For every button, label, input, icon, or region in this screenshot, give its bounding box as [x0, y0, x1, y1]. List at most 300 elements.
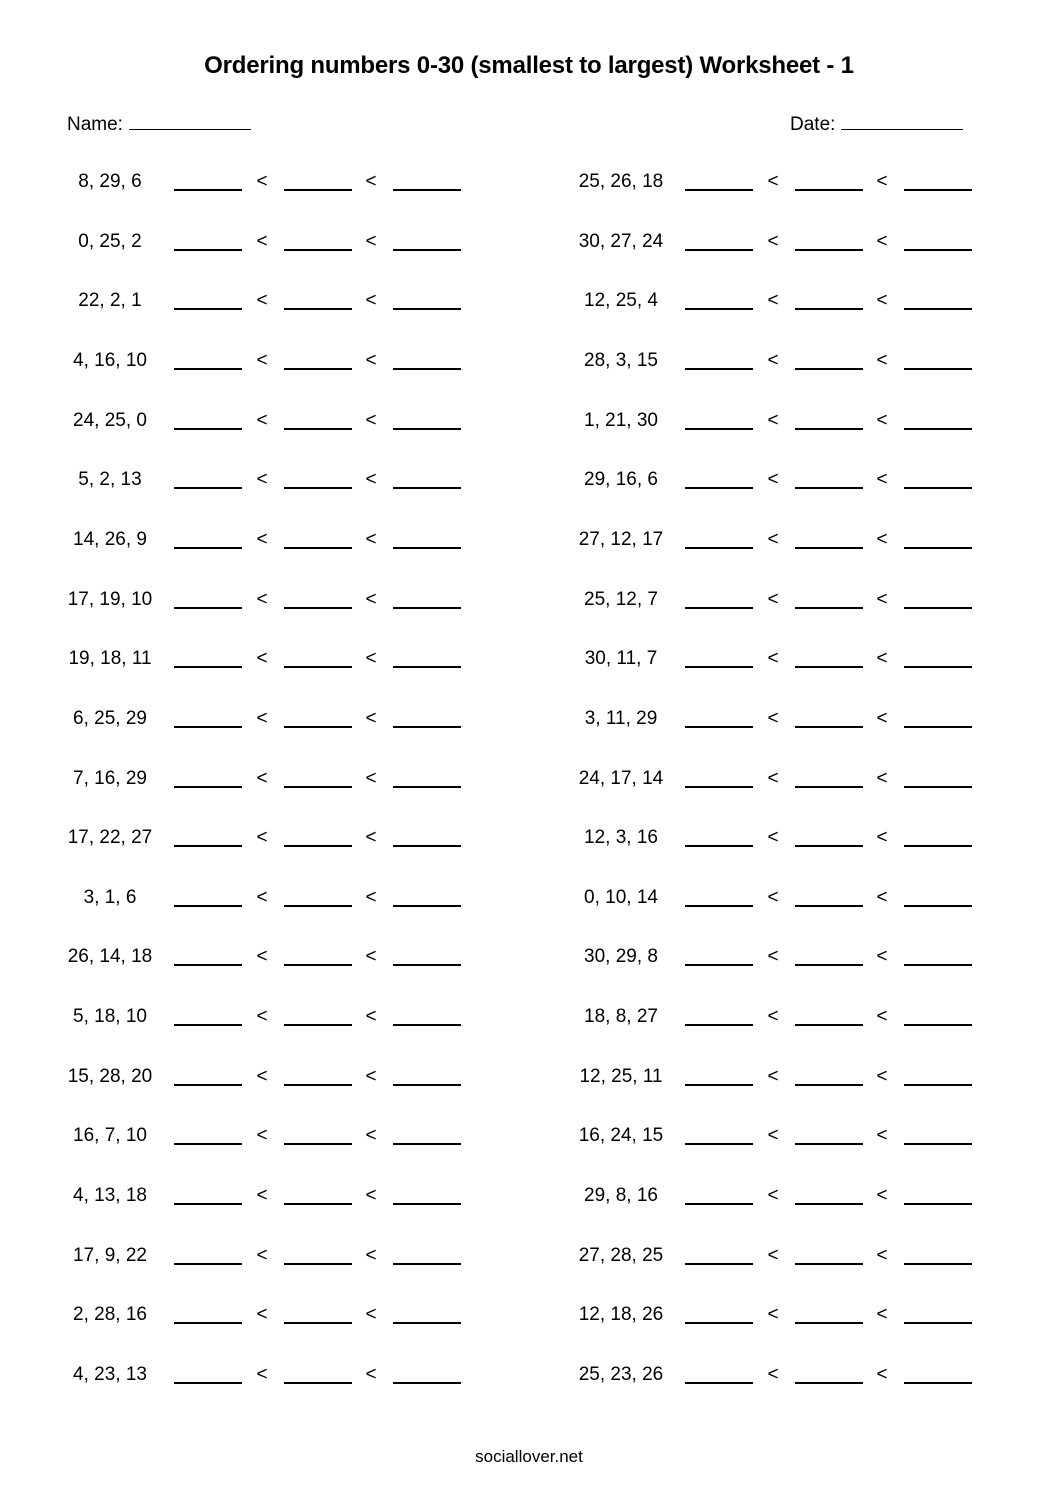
answer-blank-1[interactable] — [685, 666, 753, 668]
answer-blank-3[interactable] — [904, 845, 972, 847]
answer-blank-1[interactable] — [174, 368, 242, 370]
less-than-symbol: < — [256, 1185, 268, 1207]
answer-blank-1[interactable] — [174, 905, 242, 907]
problem-row — [0, 767, 520, 797]
problem-numbers: 4, 13, 18 — [73, 1185, 147, 1207]
answer-blank-3[interactable] — [393, 487, 461, 489]
problem-row — [0, 1124, 520, 1154]
less-than-symbol: < — [767, 1244, 779, 1266]
answer-blank-1[interactable] — [174, 666, 242, 668]
problem-numbers: 19, 18, 11 — [68, 648, 152, 670]
less-than-symbol: < — [876, 707, 888, 729]
answer-blank-2[interactable] — [795, 1322, 863, 1324]
date-field — [790, 113, 963, 136]
less-than-symbol: < — [256, 946, 268, 968]
answer-blank-3[interactable] — [393, 726, 461, 728]
less-than-symbol: < — [876, 827, 888, 849]
less-than-symbol: < — [256, 886, 268, 908]
answer-blank-3[interactable] — [904, 1024, 972, 1026]
answer-blank-1[interactable] — [174, 845, 242, 847]
problem-row — [0, 349, 520, 379]
answer-blank-2[interactable] — [795, 487, 863, 489]
problem-row — [511, 647, 1031, 677]
answer-blank-3[interactable] — [393, 1143, 461, 1145]
problem-row — [0, 647, 520, 677]
less-than-symbol: < — [767, 230, 779, 252]
answer-blank-1[interactable] — [685, 1322, 753, 1324]
problem-row — [0, 409, 520, 439]
answer-blank-2[interactable] — [795, 786, 863, 788]
answer-blank-3[interactable] — [393, 1382, 461, 1384]
answer-blank-2[interactable] — [284, 308, 352, 310]
less-than-symbol: < — [767, 886, 779, 908]
less-than-symbol: < — [876, 230, 888, 252]
answer-blank-3[interactable] — [393, 607, 461, 609]
answer-blank-3[interactable] — [393, 666, 461, 668]
less-than-symbol: < — [365, 230, 377, 252]
problem-numbers: 29, 8, 16 — [584, 1185, 658, 1207]
less-than-symbol: < — [365, 588, 377, 610]
less-than-symbol: < — [767, 827, 779, 849]
answer-blank-2[interactable] — [284, 368, 352, 370]
worksheet-title: Ordering numbers 0-30 (smallest to largest) Worksheet - 1 — [204, 52, 854, 79]
less-than-symbol: < — [876, 469, 888, 491]
answer-blank-2[interactable] — [284, 1084, 352, 1086]
problem-numbers: 4, 16, 10 — [73, 349, 147, 371]
problem-row — [511, 1065, 1031, 1095]
problem-row — [0, 886, 520, 916]
problem-row — [511, 826, 1031, 856]
problem-row — [511, 1005, 1031, 1035]
less-than-symbol: < — [876, 1125, 888, 1147]
problem-numbers: 25, 23, 26 — [578, 1364, 664, 1385]
less-than-symbol: < — [876, 1006, 888, 1028]
answer-blank-2[interactable] — [795, 1203, 863, 1205]
less-than-symbol: < — [767, 1304, 779, 1326]
answer-blank-2[interactable] — [795, 1024, 863, 1026]
answer-blank-2[interactable] — [795, 189, 863, 191]
problem-numbers: 0, 25, 2 — [78, 230, 142, 252]
answer-blank-1[interactable] — [685, 1263, 753, 1265]
less-than-symbol: < — [767, 588, 779, 610]
answer-blank-1[interactable] — [685, 845, 753, 847]
less-than-symbol: < — [876, 1065, 888, 1087]
less-than-symbol: < — [365, 349, 377, 371]
answer-blank-3[interactable] — [904, 607, 972, 609]
date-label: Date: — [790, 114, 836, 135]
problem-row — [0, 588, 520, 618]
footer-site: sociallover.net — [475, 1447, 583, 1466]
answer-blank-3[interactable] — [904, 905, 972, 907]
problem-numbers: 16, 24, 15 — [578, 1125, 664, 1147]
answer-blank-2[interactable] — [284, 1263, 352, 1265]
problem-numbers: 17, 22, 27 — [67, 827, 153, 849]
problem-row — [511, 1184, 1031, 1214]
problem-row — [0, 1303, 520, 1333]
answer-blank-2[interactable] — [795, 368, 863, 370]
answer-blank-1[interactable] — [174, 1084, 242, 1086]
answer-blank-2[interactable] — [795, 964, 863, 966]
problem-row — [511, 1363, 1031, 1393]
answer-blank-2[interactable] — [795, 1382, 863, 1384]
problem-row — [511, 886, 1031, 916]
less-than-symbol: < — [365, 1304, 377, 1326]
less-than-symbol: < — [365, 1006, 377, 1028]
answer-blank-2[interactable] — [284, 249, 352, 251]
less-than-symbol: < — [876, 1185, 888, 1207]
answer-blank-3[interactable] — [393, 786, 461, 788]
problem-row — [511, 945, 1031, 975]
answer-blank-3[interactable] — [904, 1084, 972, 1086]
answer-blank-3[interactable] — [904, 487, 972, 489]
answer-blank-2[interactable] — [284, 189, 352, 191]
problem-numbers: 27, 12, 17 — [578, 528, 664, 550]
problem-numbers: 1, 21, 30 — [584, 409, 658, 431]
problem-numbers: 15, 28, 20 — [67, 1065, 153, 1087]
answer-blank-2[interactable] — [284, 547, 352, 549]
problem-numbers: 24, 25, 0 — [73, 409, 147, 431]
date-blank[interactable] — [841, 113, 963, 130]
problem-numbers: 3, 11, 29 — [584, 707, 658, 729]
problem-numbers: 25, 26, 18 — [578, 171, 664, 192]
answer-blank-1[interactable] — [685, 1382, 753, 1384]
answer-blank-3[interactable] — [393, 428, 461, 430]
problem-row — [0, 1244, 520, 1274]
answer-blank-2[interactable] — [284, 905, 352, 907]
answer-blank-3[interactable] — [904, 189, 972, 191]
answer-blank-3[interactable] — [904, 1382, 972, 1384]
problem-numbers: 24, 17, 14 — [578, 767, 664, 789]
less-than-symbol: < — [256, 409, 268, 431]
less-than-symbol: < — [767, 946, 779, 968]
answer-blank-1[interactable] — [174, 1143, 242, 1145]
less-than-symbol: < — [365, 886, 377, 908]
answer-blank-1[interactable] — [174, 726, 242, 728]
less-than-symbol: < — [767, 349, 779, 371]
less-than-symbol: < — [767, 648, 779, 670]
less-than-symbol: < — [365, 767, 377, 789]
answer-blank-3[interactable] — [393, 1322, 461, 1324]
less-than-symbol: < — [256, 1244, 268, 1266]
less-than-symbol: < — [365, 946, 377, 968]
answer-blank-2[interactable] — [795, 845, 863, 847]
less-than-symbol: < — [256, 1065, 268, 1087]
less-than-symbol: < — [256, 1125, 268, 1147]
less-than-symbol: < — [876, 1244, 888, 1266]
answer-blank-3[interactable] — [904, 666, 972, 668]
problem-row — [0, 1065, 520, 1095]
answer-blank-1[interactable] — [174, 1203, 242, 1205]
problem-numbers: 4, 23, 13 — [73, 1364, 147, 1385]
answer-blank-2[interactable] — [795, 308, 863, 310]
less-than-symbol: < — [876, 767, 888, 789]
answer-blank-1[interactable] — [174, 607, 242, 609]
answer-blank-3[interactable] — [393, 368, 461, 370]
problem-numbers: 8, 29, 6 — [78, 171, 142, 192]
less-than-symbol: < — [876, 171, 888, 192]
problem-row — [0, 170, 520, 200]
answer-blank-3[interactable] — [393, 1024, 461, 1026]
answer-blank-3[interactable] — [393, 308, 461, 310]
problem-numbers: 12, 3, 16 — [584, 827, 658, 849]
answer-blank-3[interactable] — [904, 1143, 972, 1145]
answer-blank-2[interactable] — [284, 428, 352, 430]
problem-numbers: 16, 7, 10 — [73, 1125, 147, 1147]
less-than-symbol: < — [256, 827, 268, 849]
problem-numbers: 12, 25, 11 — [579, 1065, 663, 1087]
answer-blank-1[interactable] — [685, 1084, 753, 1086]
answer-blank-3[interactable] — [904, 308, 972, 310]
name-field — [67, 113, 251, 136]
answer-blank-2[interactable] — [795, 249, 863, 251]
less-than-symbol: < — [876, 588, 888, 610]
answer-blank-3[interactable] — [904, 428, 972, 430]
problem-numbers: 30, 29, 8 — [584, 946, 658, 968]
answer-blank-1[interactable] — [174, 1322, 242, 1324]
answer-blank-2[interactable] — [795, 1143, 863, 1145]
problem-numbers: 12, 25, 4 — [584, 290, 658, 312]
less-than-symbol: < — [767, 1364, 779, 1385]
less-than-symbol: < — [876, 528, 888, 550]
answer-blank-1[interactable] — [685, 249, 753, 251]
answer-blank-2[interactable] — [284, 1322, 352, 1324]
problem-row — [0, 707, 520, 737]
problem-row — [511, 528, 1031, 558]
less-than-symbol: < — [876, 349, 888, 371]
answer-blank-2[interactable] — [795, 666, 863, 668]
problem-row — [511, 409, 1031, 439]
answer-blank-3[interactable] — [904, 726, 972, 728]
answer-blank-3[interactable] — [904, 249, 972, 251]
answer-blank-2[interactable] — [284, 1203, 352, 1205]
problem-numbers: 26, 14, 18 — [67, 946, 153, 968]
answer-blank-2[interactable] — [284, 964, 352, 966]
answer-blank-1[interactable] — [685, 1203, 753, 1205]
problem-numbers: 27, 28, 25 — [578, 1244, 664, 1266]
less-than-symbol: < — [365, 409, 377, 431]
less-than-symbol: < — [365, 528, 377, 550]
problem-row — [511, 230, 1031, 260]
problem-row — [511, 767, 1031, 797]
problem-row — [511, 1244, 1031, 1274]
problem-numbers: 0, 10, 14 — [584, 886, 658, 908]
answer-blank-3[interactable] — [393, 964, 461, 966]
less-than-symbol: < — [767, 469, 779, 491]
less-than-symbol: < — [256, 528, 268, 550]
problem-row — [511, 468, 1031, 498]
answer-blank-2[interactable] — [284, 845, 352, 847]
problem-numbers: 29, 16, 6 — [584, 469, 658, 491]
answer-blank-1[interactable] — [685, 368, 753, 370]
less-than-symbol: < — [876, 290, 888, 312]
answer-blank-3[interactable] — [904, 1263, 972, 1265]
answer-blank-1[interactable] — [685, 547, 753, 549]
less-than-symbol: < — [876, 1304, 888, 1326]
less-than-symbol: < — [256, 230, 268, 252]
less-than-symbol: < — [365, 1125, 377, 1147]
less-than-symbol: < — [767, 1006, 779, 1028]
problem-row — [0, 1005, 520, 1035]
less-than-symbol: < — [365, 1065, 377, 1087]
less-than-symbol: < — [876, 409, 888, 431]
less-than-symbol: < — [767, 1185, 779, 1207]
less-than-symbol: < — [365, 1244, 377, 1266]
answer-blank-3[interactable] — [393, 905, 461, 907]
answer-blank-3[interactable] — [904, 547, 972, 549]
answer-blank-2[interactable] — [284, 487, 352, 489]
answer-blank-1[interactable] — [174, 1263, 242, 1265]
answer-blank-3[interactable] — [904, 368, 972, 370]
less-than-symbol: < — [256, 1304, 268, 1326]
answer-blank-2[interactable] — [284, 786, 352, 788]
less-than-symbol: < — [767, 528, 779, 550]
problem-row — [0, 1184, 520, 1214]
answer-blank-3[interactable] — [904, 1322, 972, 1324]
problem-numbers: 12, 18, 26 — [578, 1304, 664, 1326]
answer-blank-1[interactable] — [685, 1143, 753, 1145]
less-than-symbol: < — [256, 1006, 268, 1028]
problem-numbers: 25, 12, 7 — [584, 588, 658, 610]
answer-blank-3[interactable] — [393, 189, 461, 191]
less-than-symbol: < — [767, 707, 779, 729]
answer-blank-3[interactable] — [393, 547, 461, 549]
problem-numbers: 28, 3, 15 — [584, 349, 658, 371]
less-than-symbol: < — [767, 767, 779, 789]
answer-blank-3[interactable] — [393, 845, 461, 847]
problem-numbers: 2, 28, 16 — [73, 1304, 147, 1326]
less-than-symbol: < — [767, 171, 779, 192]
answer-blank-1[interactable] — [685, 726, 753, 728]
answer-blank-2[interactable] — [795, 1084, 863, 1086]
less-than-symbol: < — [767, 1125, 779, 1147]
answer-blank-2[interactable] — [284, 1024, 352, 1026]
answer-blank-1[interactable] — [174, 964, 242, 966]
answer-blank-2[interactable] — [795, 905, 863, 907]
answer-blank-3[interactable] — [393, 1203, 461, 1205]
less-than-symbol: < — [256, 290, 268, 312]
problem-row — [0, 1363, 520, 1393]
less-than-symbol: < — [256, 469, 268, 491]
answer-blank-3[interactable] — [904, 1203, 972, 1205]
less-than-symbol: < — [256, 648, 268, 670]
less-than-symbol: < — [876, 946, 888, 968]
answer-blank-3[interactable] — [393, 1263, 461, 1265]
answer-blank-2[interactable] — [284, 726, 352, 728]
answer-blank-1[interactable] — [685, 189, 753, 191]
answer-blank-2[interactable] — [284, 1143, 352, 1145]
answer-blank-2[interactable] — [284, 1382, 352, 1384]
answer-blank-1[interactable] — [685, 1024, 753, 1026]
problem-numbers: 7, 16, 29 — [73, 767, 147, 789]
less-than-symbol: < — [256, 349, 268, 371]
problem-row — [0, 468, 520, 498]
problem-numbers: 14, 26, 9 — [73, 528, 147, 550]
answer-blank-1[interactable] — [174, 249, 242, 251]
answer-blank-2[interactable] — [795, 428, 863, 430]
less-than-symbol: < — [876, 1364, 888, 1385]
answer-blank-1[interactable] — [685, 607, 753, 609]
answer-blank-1[interactable] — [685, 487, 753, 489]
problem-row — [511, 349, 1031, 379]
answer-blank-1[interactable] — [685, 308, 753, 310]
answer-blank-3[interactable] — [904, 786, 972, 788]
problem-numbers: 18, 8, 27 — [584, 1006, 658, 1028]
answer-blank-1[interactable] — [174, 189, 242, 191]
problem-row — [511, 289, 1031, 319]
less-than-symbol: < — [767, 409, 779, 431]
problem-numbers: 5, 2, 13 — [78, 469, 142, 491]
less-than-symbol: < — [365, 707, 377, 729]
less-than-symbol: < — [365, 1364, 377, 1385]
problem-numbers: 17, 19, 10 — [67, 588, 153, 610]
problem-row — [511, 170, 1031, 200]
answer-blank-1[interactable] — [174, 487, 242, 489]
less-than-symbol: < — [876, 648, 888, 670]
less-than-symbol: < — [256, 707, 268, 729]
name-label: Name: — [67, 114, 123, 135]
answer-blank-2[interactable] — [284, 607, 352, 609]
answer-blank-1[interactable] — [174, 308, 242, 310]
problem-row — [0, 289, 520, 319]
answer-blank-1[interactable] — [685, 428, 753, 430]
answer-blank-1[interactable] — [174, 1382, 242, 1384]
answer-blank-2[interactable] — [795, 726, 863, 728]
answer-blank-1[interactable] — [174, 1024, 242, 1026]
problem-row — [511, 1124, 1031, 1154]
problem-row — [0, 528, 520, 558]
problem-numbers: 30, 11, 7 — [584, 648, 658, 670]
less-than-symbol: < — [876, 886, 888, 908]
less-than-symbol: < — [365, 469, 377, 491]
less-than-symbol: < — [256, 171, 268, 192]
problem-numbers: 22, 2, 1 — [78, 290, 142, 312]
answer-blank-1[interactable] — [174, 786, 242, 788]
answer-blank-2[interactable] — [284, 666, 352, 668]
problem-row — [511, 1303, 1031, 1333]
problem-numbers: 30, 27, 24 — [578, 230, 664, 252]
answer-blank-2[interactable] — [795, 1263, 863, 1265]
problem-numbers: 17, 9, 22 — [73, 1244, 147, 1266]
problem-numbers: 6, 25, 29 — [73, 707, 147, 729]
answer-blank-1[interactable] — [174, 547, 242, 549]
problem-row — [0, 230, 520, 260]
less-than-symbol: < — [256, 1364, 268, 1385]
answer-blank-2[interactable] — [795, 547, 863, 549]
less-than-symbol: < — [365, 1185, 377, 1207]
answer-blank-3[interactable] — [393, 1084, 461, 1086]
answer-blank-1[interactable] — [685, 964, 753, 966]
answer-blank-2[interactable] — [795, 607, 863, 609]
less-than-symbol: < — [365, 171, 377, 192]
problem-row — [0, 945, 520, 975]
answer-blank-1[interactable] — [685, 905, 753, 907]
answer-blank-1[interactable] — [685, 786, 753, 788]
problem-numbers: 3, 1, 6 — [83, 886, 137, 908]
problem-row — [0, 826, 520, 856]
problem-row — [511, 707, 1031, 737]
answer-blank-3[interactable] — [904, 964, 972, 966]
name-blank[interactable] — [129, 113, 251, 130]
less-than-symbol: < — [365, 290, 377, 312]
answer-blank-3[interactable] — [393, 249, 461, 251]
less-than-symbol: < — [365, 827, 377, 849]
less-than-symbol: < — [767, 290, 779, 312]
answer-blank-1[interactable] — [174, 428, 242, 430]
problem-row — [511, 588, 1031, 618]
less-than-symbol: < — [256, 588, 268, 610]
less-than-symbol: < — [365, 648, 377, 670]
less-than-symbol: < — [767, 1065, 779, 1087]
